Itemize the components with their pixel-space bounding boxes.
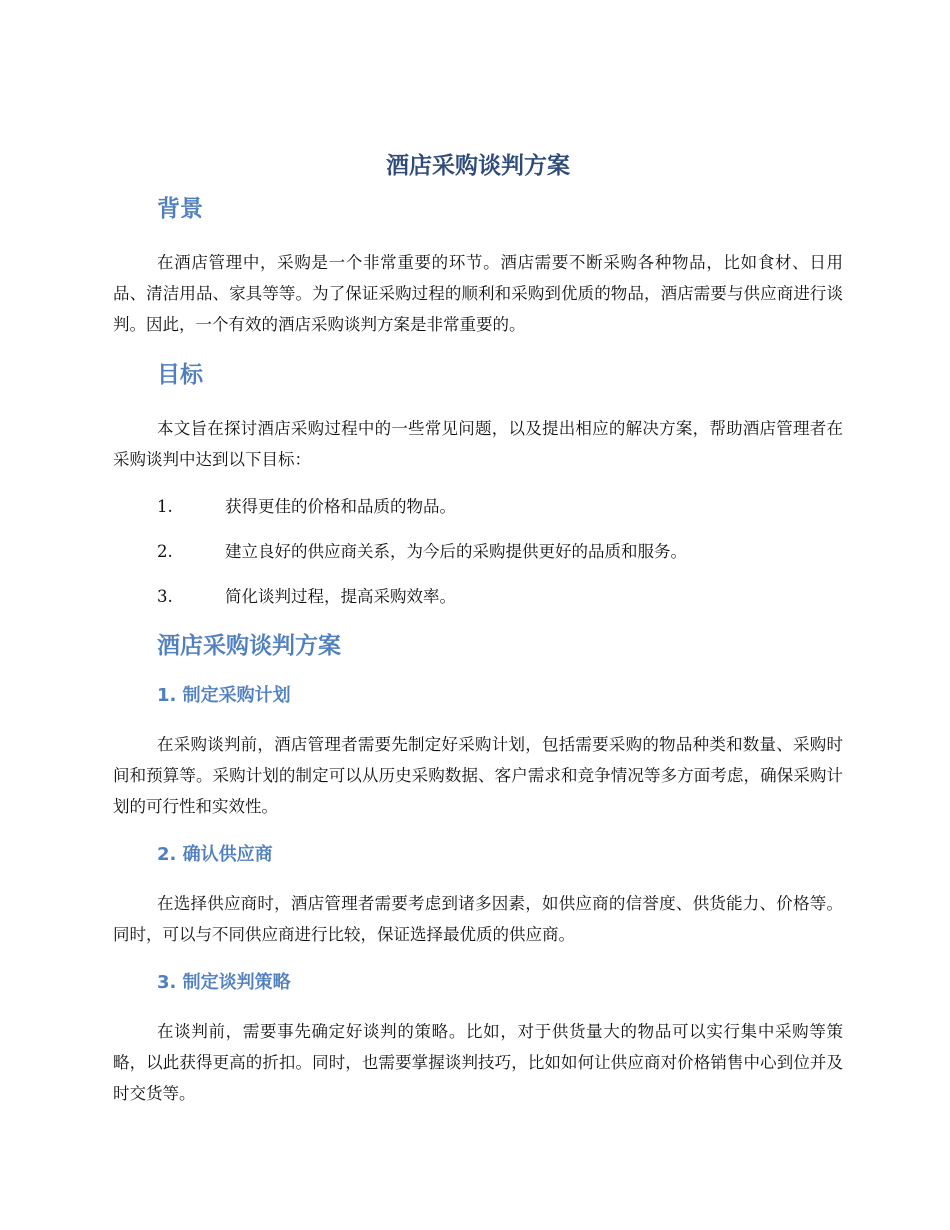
list-number: 3.	[157, 587, 173, 606]
list-number: 1.	[157, 497, 173, 516]
list-item	[157, 491, 843, 522]
document-page	[113, 140, 843, 1109]
paragraph-confirm-supplier: 在选择供应商时，酒店管理者需要考虑到诸多因素，如供应商的信誉度、供货能力、价格等。同时，可以与不同供应商进行比较，保证选择最优质的供应商。	[113, 894, 843, 944]
paragraph-background: 在酒店管理中，采购是一个非常重要的环节。酒店需要不断采购各种物品，比如食材、日用品、清洁用品、家具等等。为了保证采购过程的顺利和采购到优质的物品，酒店需要与供应商进行谈判。因此，一个有效的酒店采购谈判方案是非常重要的。	[113, 253, 843, 334]
list-text: 建立良好的供应商关系，为今后的采购提供更好的品质和服务。	[225, 542, 687, 561]
list-text: 获得更佳的价格和品质的物品。	[225, 497, 456, 516]
list-item	[157, 536, 843, 567]
list-text: 简化谈判过程，提高采购效率。	[225, 587, 456, 606]
document-title: 酒店采购谈判方案	[386, 153, 570, 179]
subheading-confirm-supplier: 2. 确认供应商	[157, 844, 273, 865]
paragraph-negotiation-strategy: 在谈判前，需要事先确定好谈判的策略。比如，对于供货量大的物品可以实行集中采购等策略，以此获得更高的折扣。同时，也需要掌握谈判技巧，比如如何让供应商对价格销售中心到位并及时交货等。	[113, 1022, 843, 1103]
subheading-negotiation-strategy: 3. 制定谈判策略	[157, 972, 291, 993]
subheading-purchase-plan: 1. 制定采购计划	[157, 685, 291, 706]
paragraph-purchase-plan: 在采购谈判前，酒店管理者需要先制定好采购计划，包括需要采购的物品种类和数量、采购时间和预算等。采购计划的制定可以从历史采购数据、客户需求和竞争情况等多方面考虑，确保采购计划的可行性和实效性。	[113, 735, 843, 816]
list-item	[157, 581, 843, 612]
heading-background: 背景	[157, 196, 203, 222]
list-number: 2.	[157, 542, 173, 561]
paragraph-goals: 本文旨在探讨酒店采购过程中的一些常见问题，以及提出相应的解决方案，帮助酒店管理者在采购谈判中达到以下目标：	[113, 419, 843, 469]
heading-plan: 酒店采购谈判方案	[157, 633, 341, 659]
heading-goals: 目标	[157, 362, 203, 388]
